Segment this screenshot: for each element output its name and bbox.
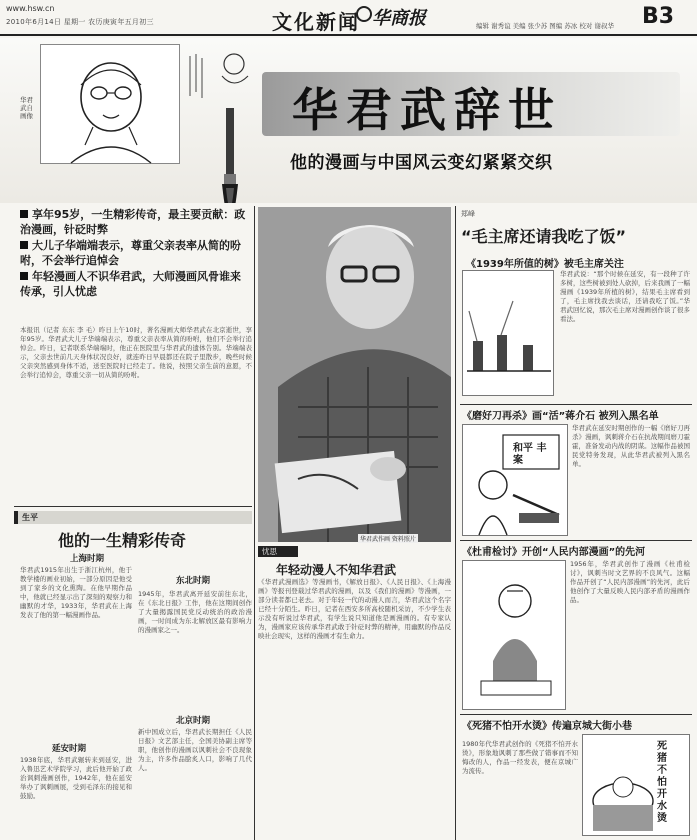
sketch-figure-icon [182,46,262,106]
byline: 郑峰 [461,210,475,218]
summary-list [20,208,248,301]
site-url: www.hsw.cn [6,4,55,13]
section-bar-memo: 忧思 [258,546,298,557]
hero-banner [0,38,697,203]
bullet-square-icon [20,210,28,218]
page-number: B3 [642,4,675,29]
poet-writing-icon [463,561,567,711]
divider [254,206,255,840]
sub-headline: 他的漫画与中国风云变幻紧紧交织 [290,153,553,173]
headline: 华君武辞世 [292,83,562,137]
life-heading: 他的一生精彩传奇 [58,531,187,550]
period-text: 1945年，华君武离开延安前往东北，在《东北日报》工作，他在这期间创作了大量揭露国民党反动统治的政治漫画，一时间成为东北解放区最有影响力的漫画家之一。 [138,590,252,634]
photo-caption: 华君武作画 资料照片 [360,536,416,543]
calligraphy-brush-icon [200,108,260,203]
period-text: 华君武1915年出生于浙江杭州，他于教学楼的画业初始，一部分原因是他受到了家乡的文化熏陶。在他早期作品中，他就已经显示出了深刻的观察力和幽默的才华，1933年，华君武在上海发表了他的第一幅漫画作品。 [20,566,132,619]
story-text: 1980年代华君武创作的《死猪不怕开水烫》，形象地讽刺了那些做了错事而不知悔改的人，作品一经发表，便在京城广为流传。 [462,740,578,775]
cartoon-label: 死猪不怕开水烫 [657,741,667,824]
date-line: 2010年6月14日 星期一 农历庚寅年五月初三 [6,18,154,26]
artist-photo-icon [258,207,451,542]
logo-icon [356,6,372,22]
divider [460,714,692,715]
self-portrait-caricature [40,44,180,164]
section-bar-life: 生平 [14,511,252,524]
caricature-caption: 华君武自画像 [20,96,33,120]
story-text: 1956年，华君武创作了漫画《杜甫检讨》，讽刺当时文艺界的不良风气。这幅作品开创了“人民内部漫画”的先河，此后他创作了大量反映人民内部矛盾的漫画作品。 [570,560,690,604]
story-heading: 《磨好刀再杀》画“活”蒋介石 被列入黑名单 [462,411,659,422]
memo-article: 《华君武漫画选》等漫画书，《解放日报》、《人民日报》、《上海漫画》等报刊登载过华君武的漫画，以及《我们的漫画》等漫画，一部分读者都已老去。对于年轻一代的动漫人而言，华君武这个名字已经十分陌生。昨日，记者在西安多所高校随机采访，不少学生表示没有听说过华君武，有学生说只知道他是画漫画的。有专家认为，漫画家应该传承华君武敢于针砭时弊的精神，用幽默的作品反映社会现实，这样的漫画才有生命力。 [258,578,451,640]
caricature-drawing-icon [41,45,181,165]
newspaper-logo: 华商报 [372,8,426,29]
story-text: 华君武在延安时期创作的一幅《磨好刀再杀》漫画，讽刺蒋介石在抗战期间磨刀霍霍，准备发动内战的阴谋。这幅作品被国民党特务发现，从此华君武被列入黑名单。 [572,424,690,468]
lead-article: 本报讯（记者 东东 李 毛）昨日上午10时，著名漫画大师华君武在北京逝世，享年95岁。华君武大儿子华端端表示，尊重父亲表率从简的吩咐，他们不会举行追悼会。昨日，记者联系华端端时，他正在医院里与华君武的遗体告别。华端端表示，父亲去世前几天身体状况良好，就连昨日早晨都还在院子里散步，晚些时候父亲突然感到身体不适，送至医院时已经走了。他说，按照父亲生前的意愿，不会举行追悼会，尊重父亲一切从简的吩咐。 [20,326,252,379]
summary-item: 享年95岁，一生精彩传奇，最主要贡献：政治漫画，针砭时弊 [20,208,246,236]
section-title: 文化新闻 [272,10,360,34]
cartoon-label: 和平 丰案 [513,443,547,466]
right-heading: “毛主席还请我吃了饭” [461,227,627,246]
divider [460,540,692,541]
story-heading: 《1939年所值的树》被毛主席关注 [466,259,624,270]
story-heading: 《杜甫检讨》开创“人民内部漫画”的先河 [462,547,646,558]
tree-stumps-icon [463,271,555,397]
story-heading: 《死猪不怕开水烫》传遍京城大街小巷 [462,721,632,732]
period-heading: 延安时期 [52,744,87,754]
divider [14,506,252,507]
period-text: 新中国成立后，华君武长期担任《人民日报》文艺部主任，全国美协副主席等职，他创作的漫画以讽刺社会不良现象为主，许多作品脍炙人口，影响了几代人。 [138,728,252,772]
summary-item: 年轻漫画人不识华君武，大师漫画风骨谁来传承，引人忧虑 [20,270,241,298]
bullet-square-icon [20,241,28,249]
portrait-photo [258,207,451,542]
summary-item: 大儿子华端端表示，尊重父亲表率从简的吩咐，不会举行追悼会 [20,239,241,267]
masthead [0,0,697,36]
divider [455,206,456,840]
bullet-square-icon [20,272,28,280]
divider [460,404,692,405]
memo-heading: 年轻动漫人不知华君武 [276,563,397,577]
cartoon-pig [582,734,690,836]
period-heading: 北京时期 [176,716,211,726]
cartoon-dufu [462,560,566,710]
cartoon-knife [462,424,568,536]
pig-in-pot-icon [583,735,691,837]
cartoon-tree [462,270,554,396]
period-heading: 东北时期 [176,576,211,586]
knife-sharpening-icon [463,425,569,537]
period-text: 1938年底，华君武辗转来到延安，进入鲁迅艺术学院学习，此后他开始了政治讽刺漫画创作，1942年，他在延安举办了讽刺画展，受到毛泽东的接见和鼓励。 [20,756,132,800]
story-text: 华君武说：“那个时候在延安，有一段种了许多树，这些树被到处人砍掉，后来我画了一幅漫画《1939年所植的树》，结果毛主席看到了，毛主席找我去谈话，还请我吃了饭。”华君武回忆说，那次毛主席对漫画创作谈了很多看法。 [560,270,690,323]
editor-credits: 编辑 谢秀谊 美编 张少苏 图编 苏冰 校对 谢叔华 [476,22,614,30]
period-heading: 上海时期 [70,554,105,564]
